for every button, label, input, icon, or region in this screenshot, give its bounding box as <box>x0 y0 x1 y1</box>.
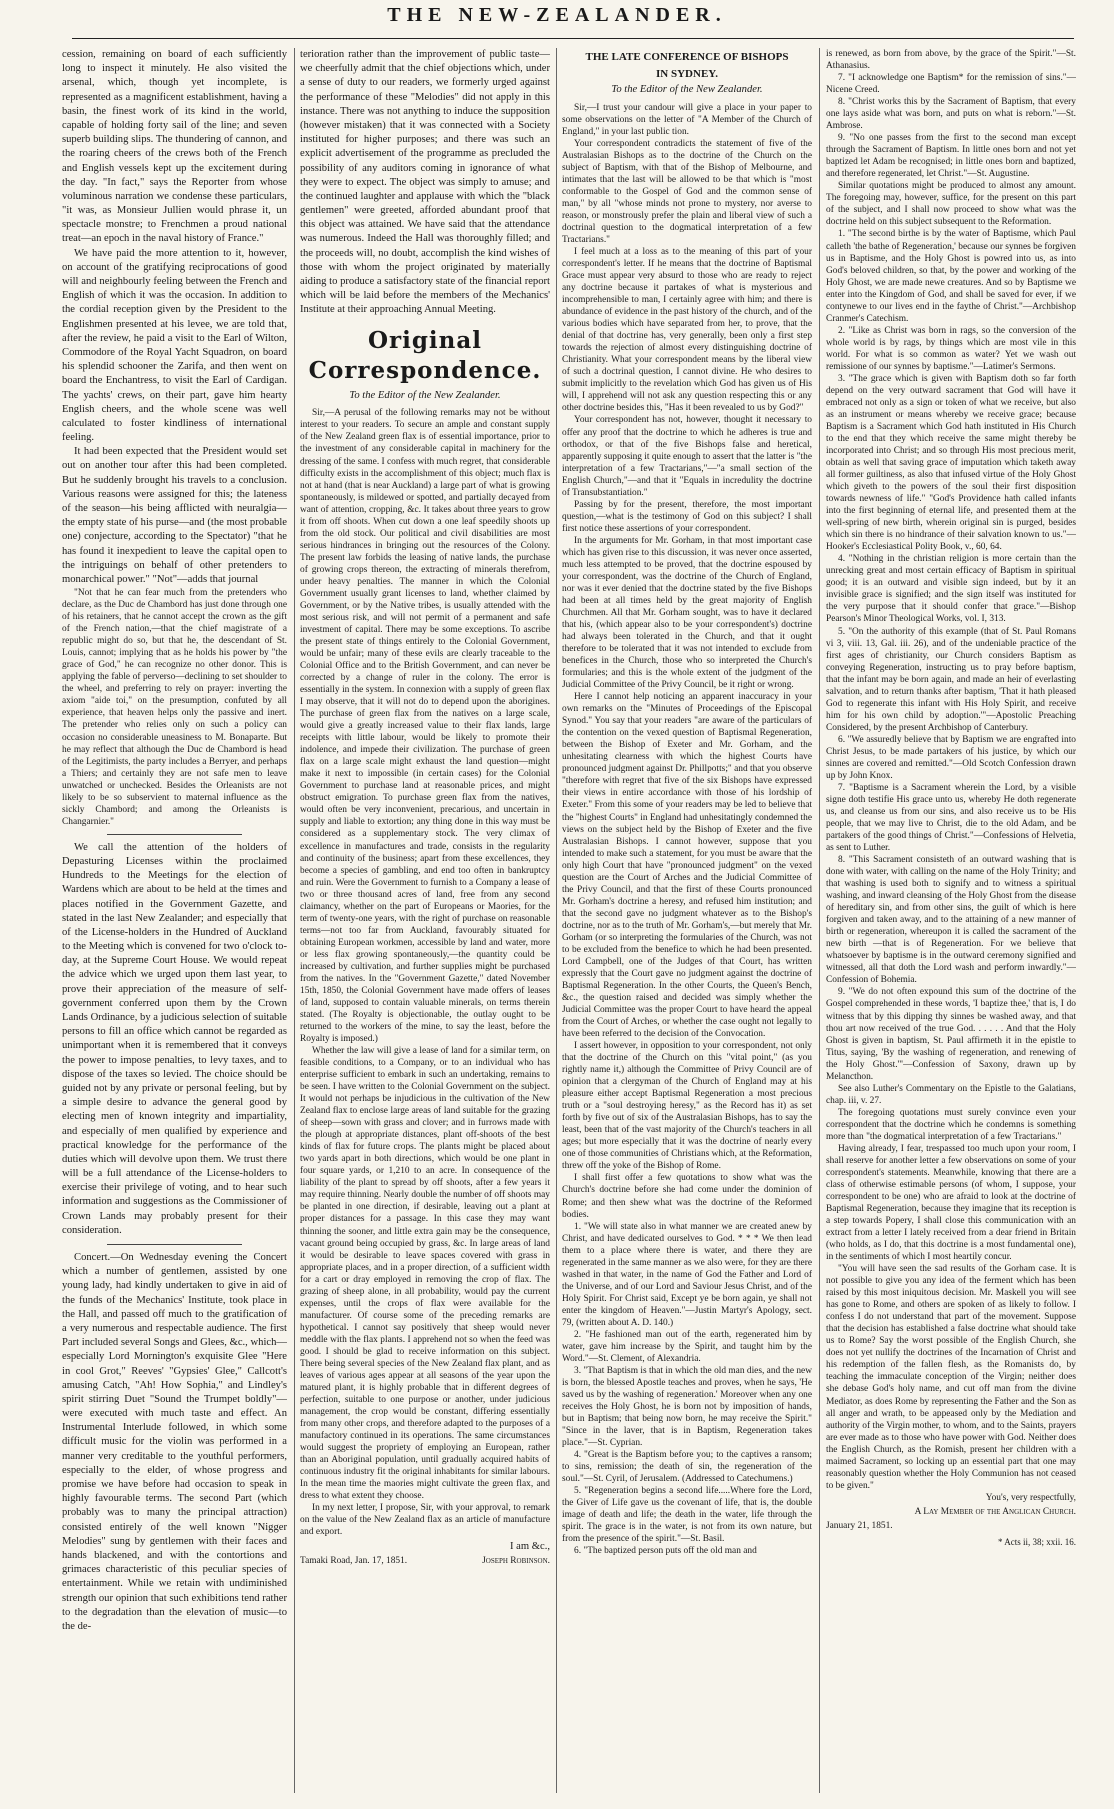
quotation: 1. "We will state also in what manner we are created anew by Christ, and have dedicated ourselves to God. * * * We then lead them to a place where there is water, and there they are regenerated in the same manner as we also were, for they are there washed in that water, in the name of God the Father and Lord of the Universe, and of our Lord and Saviour Jesus Christ, and of the Holy Spirit. For Christ said, Except ye be born again, ye shall not enter the kingdom of Heaven."—Justin Martyr's Apology, sect. 79, (written about A. D. 140.) <box>562 1221 812 1328</box>
letter-paragraph: Similar quotations might be produced to almost any amount. The foregoing may, however, suffice, for the present on this part of the subject, and I shall now proceed to show what was the doctrine held on this subject subsequent to the Reformation. <box>826 181 1076 228</box>
letter-paragraph: Here I cannot help noticing an apparent inaccuracy in your own remarks on the "Minutes of Proceedings of the Episcopal Synod." You say that your readers "are aware of the particulars of the contention on the vexed question of Baptismal Regeneration, between the Bishop of Exeter and Mr. Gorham, and the unhesitating clearness with which the highest Courts have pronounced judgment against Dr. Phillpotts;" and that you observe "therefore with regret that five of the six Bishops have expressed their views in entire accordance with those of his lordship of Exeter." From this some of your readers may be led to believe that the "highest Courts" in England had unhesitatingly condemned the views on the subject held by the Bishop of Exeter and the five Australasian Bishops. I cannot however, suppose that you intended to make such a statement, for you must be aware that the only high Court that have "pronounced judgment" on the vexed question are the Court of Arches and the Judicial Committee of the Privy Council, and that the first of these Courts pronounced Mr. Gorham's doctrine a heresy, and refused him institution; and that the second gave no judgment whatever as to the Bishop's doctrine, nor as to the truth of Mr. Gorham's,—but merely that Mr. Gorham (or so interpreting the formularies of the Church, was not to be excluded from the benefice to which he had been presented. Lord Campbell, one of the Judges of that Court, has written expressly that the Court gave no judgment against the doctrine of Baptismal Regeneration. In the other Courts, the Queen's Bench, &c., the question raised and decided was simply whether the Judicial Committee was the proper Court to have heard the appeal from the Court of Arches, or whether the case ought not legally to have been referred to the decision of the Convocation. <box>562 692 812 1040</box>
letter-signature: A Lay Member of the Anglican Church. <box>914 1506 1076 1517</box>
column-2 <box>300 48 550 1793</box>
salutation-heading: To the Editor of the New Zealander. <box>349 390 501 402</box>
letter-paragraph: I feel much at a loss as to the meaning of this part of your correspondent's letter. If he means that the doctrine of Baptismal Grace must appear very absurd to those who are ready to reject any doctrine because it partakes of what is mysterious and incomprehensible to man, I certainly agree with him; and there is abundance of evidence in the past history of the church, and of the various bodies which have separated from her, to prove, that the denial of that doctrine has, very generally, been only a first step towards the rejection of almost every distinguishing doctrine of Christianity. What your correspondent means by the liberal view of such a doctrinal question, I cannot divine. He who desires to submit implicitly to the revelation which God has given us of His will, I apprehend will not ask any question respecting this or any other doctrine besides this, "Has it been revealed to us by God?" <box>562 247 812 414</box>
letter-closing: I am &c., <box>509 1541 550 1553</box>
letter-paragraph: Sir,—A perusal of the following remarks may not be without interest to your readers. To secure an ample and constant supply of the New Zealand green flax is of essential importance, prior to the investment of any considerable capital in machinery for the dressing of the same. I confess with much regret, that considerable difficulty exists in the accomplishment of this object; much flax is not at hand (that is near Auckland) a large part of what is growing spontaneously, is mildewed or spotted, and partially decayed from want of attention, cropping, &c. It takes about three years to grow it from off shoots. When cut down a one leaf speedily shoots up from the old stock. Our political and civil disabilities are most serious hindrances in bringing out the resources of the Colony. The present law forbids the leasing of native lands, the purchase of growing crops thereon, the extracting of minerals therefrom, under heavy penalties. The manner in which the Colonial Government usually grant licenses to land, whether claimed by Government, or by the Native tribes, is usually attended with the most serious risk, and will not permit of a permanent and safe investment of capital. There may be some exceptions. To ascribe the present state of things entirely to the Colonial Government, would be unfair; many of these evils are clearly traceable to the Colonial Office and to the British Government, and can never be corrected by a change of ruler in the colony. The error is essentially in the system. In connexion with a supply of green flax I may observe, that it will not do to depend upon the aborigines. The purchase of green flax from the natives on a large scale, would give a greatly increased value to their flax lands, large receipts with little labour, would be likely to promote their indolence, and impede their civilization. The purchase of green flax on a large scale might exhaust the land question—might make it next to impossible (in certain cases) for the Colonial Government to purchase land at reasonable prices, and might obstruct emigration. To purchase green flax from the natives, would often be very inconvenient, precarious, and uncertain in supply and liable to extortion; any thing done in this way must be considered as a supplementary stock. The very climax of excellence in manufactures and trade, consists in the regularity and continuity of the business; apart from these excellences, they become a species of gambling, and end too often in bankruptcy and ruin. Were the Government to furnish to a Company a lease of two or three thousand acres of land, free from any second claimancy, whether on the part of Europeans or Maories, for the term of twenty-one years, with the right of purchase on reasonable terms—not too far from Auckland, favourably situated for obtaining European workmen, accessible by land and water, more or less flax growing spontaneously,—the quantity could be increased by cultivation, and further supplies might be purchased from the natives. In the "Government Gazette," dated November 15th, 1850, the Colonial Government have made offers of leases of land, supposed to contain valuable minerals, on terms therein stated. (The Royalty is objectionable, the outlay ought to be returned to the workers of the mine, to say the least, before the Royalty is imposed.) <box>300 408 550 1044</box>
paragraph: cession, remaining on board of each sufficiently long to inspect it minutely. He also visited the arsenal, which, though yet incomplete, is represented as a magnificent establishment, having a basin, the finest work of its kind in the world, capable of holding forty sail of the line; and seven superb building slips. The thundering of cannon, and the roaring cheers of the crews both of the French and English vessels kept up the excitement during the day. "In fact," says the Reporter from whose voluminous narration we condense these particulars, "it was, as Monsieur Jullien would phrase it, un spectacle monstre; to Frenchmen a proud national treat—an epoch in the naval history of France." <box>62 49 287 245</box>
quotation: 6. "The baptized person puts off the old man and <box>574 1546 757 1557</box>
masthead <box>0 4 1114 42</box>
quotation: 5. "Regeneration begins a second life.....Where fore the Lord, the Giver of Life gave us the covenant of life, that is, the double image of death and life; the death in the water, life through the spirit. The grace is in the water, is not from its own nature, but from the presence of the spirit."—St. Basil. <box>562 1486 812 1545</box>
quotation: 8. "This Sacrament consisteth of an outward washing that is done with water, with calling on the name of the Holy Trinity; and that washing is used both to signify and to witness a spiritual washing, and inward cleansing of the Holy Ghost from the disease of hereditary sin, and from other sins, the guilt of which is here forgiven and taken away, and to the attaining of a new manner of birth or regeneration, whereupon it is called the sacrament of the new birth —that is of Regeneration. For we believe that whatsoever by baptisme is in the outward ceremony signified and witnessed, all that doth the Lord wash and perform inwardly."—Confession of Bohemia. <box>826 855 1076 986</box>
quotation: 2. "Like as Christ was born in rags, so the conversion of the whole world is by rags, by things which are most vile in this world. For what is so common as water? Yet we wash out remissione of our synnes by baptisme."—Latimer's Sermons. <box>826 325 1076 372</box>
letter-paragraph: Your correspondent contradicts the statement of five of the Australasian Bishops as to the doctrine of the Church on the subject of Baptism, with that of the Bishop of Melbourne, and intimates that the last will be allowed to be that which is "most conformable to the Gospel of God and the common sense of man," by all "whose minds not prone to mystery, nor averse to reason, or monstrously prefer the plain and liberal view of such a doctrinal question to the dogmatical interpretation of a few Tractarians." <box>562 138 812 245</box>
letter-paragraph: Your correspondent has not, however, thought it necessary to offer any proof that the doctrine to which he adheres is true and orthodox, or that of the five Bishops false and heretical, apparently supposing it quite enough to assert that the latter is "the interpretation of a few Tractarians,"—"a small section of the English Church,"—and that it "Equals in incredulity the doctrine of Transubstantiation." <box>562 415 812 498</box>
column-divider <box>556 48 557 1793</box>
letter-paragraph: "You will have seen the sad results of the Gorham case. It is not possible to give you any idea of the ferment which has been raised by this most iniquitous decision. Mr. Maskell you will see has gone to Rome, and others are spoken of as likely to follow. I confess I do not understand that part of the movement. Suppose that the decision has established a false doctrine what should take us to Rome? Say the worst possible of the English Church, she does not yet nullify the doctrines of the Incarnation of Christ and his redemption of the fallen flesh, as the Romanists do, by teaching the immaculate conception of the Virgin; neither does she debase God's holy name, and cut off man from the divine Mediator, as does Rome by representing the Father and the Son as all anger and wrath, to be appeased only by the Mediation and authority of the Virgin mother, to whom, and to the Saints, prayers are ever made as to those who have power with God. Neither does the English Church, as the Romish, present her children with a maimed Sacrament, so locking up an essential part that one may reasonably question whether the Holy Communion has not ceased to be given." <box>826 1264 1076 1491</box>
letter-date: January 21, 1851. <box>826 1520 893 1531</box>
letter-paragraph: I assert however, in opposition to your correspondent, not only that the doctrine of the Church on this "vital point," (as you rightly name it,) although the Committee of Privy Council are of opinion that a clergyman of the Church of England may at his pleasure either accept Baptismal Regeneration a most precious truth or a "soul destroying heresy," as the Record has it) as set forth by five out of six of the Australasian Bishops, has to say the least, been that of the vast majority of the Church's teachers in all ages; but more especially that it was the doctrine of nearly every one of those communities of Christians which, at the Reformation, threw off the yoke of the Bishop of Rome. <box>562 1041 812 1172</box>
quoted-extract: "Not that he can fear much from the pretenders who declare, as the Duc de Chambord has just done through one of his retainers, that he cannot accept the crown as the gift of the French nation,—that the chief magistrate of a republic might do so, but that he, the descendant of St. Louis, cannot; implying that as he holds his power by "the grace of God," he can recognize no other donor. This is applying the fable of perverso—declining to set shoulder to the wheel, and preferring to rely on prayer: inverting the axiom "aide toi," on the presumption, confuted by all experience, that heaven helps only the passive and inert. The pretender who relies only on such a policy can occasion no considerable uneasiness to M. Bonaparte. But he may reflect that although the Duc de Chambord is head of the Legitimists, the party includes a Berryer, and perhaps a Thiers; and certainly they are not safe men to leave unwatched or unchecked. Besides the Orleanists are not likely to be so subservient to maternal influence as the sickly Chambord; and among the Orleanists is Changarnier." <box>62 588 287 827</box>
column-1 <box>62 48 287 1793</box>
masthead-rule <box>72 38 1074 39</box>
letter-paragraph: In the arguments for Mr. Gorham, in that most important case which has given rise to this discussion, it was never once asserted, much less attempted to be proved, that the doctrine espoused by your correspondent, was the doctrine of the Church of England, nor was it ever denied that the doctrine stated by the five Bishops had been at all times held by the great majority of English Churchmen. All that Mr. Gorham sought, was to have it declared that his, (which appear also to be your correspondent's) doctrine had always been tolerated in the Church, and that it ought therefore to be tolerated that it was not intended to exclude from benefices in the Church, those who so interpreted the Church's formularies; and this is the whole extent of the judgment of the Judicial Committee of the Privy Council, be it right or wrong. <box>562 535 812 691</box>
salutation-heading: To the Editor of the New Zealander. <box>611 84 763 96</box>
quotation: 7. "I acknowledge one Baptism* for the remission of sins."—Nicene Creed. <box>826 73 1076 96</box>
paragraph: We have paid the more attention to it, however, on account of the gratifying reciprocations of good will and neighbourly feeling between the French and English of which it was the occasion. In addition to the cordial reception given by the President to the Englishmen presented at his levee, we are told that, after the review, he paid a visit to the Earl of Wilton, Commodore of the Royal Yacht Squadron, on board his splendid schooner the Zarifa, and then went on board the Enchantress, to visit the Earl of Cardigan. The yachts' crews, on their part, gave him hearty English cheers, and the whole scene was well calculated to foster kindliness of international feeling. <box>62 247 287 444</box>
quotation: 8. "Christ works this by the Sacrament of Baptism, that every one lays aside what was born, and puts on what is reborn."—St. Ambrose. <box>826 97 1076 132</box>
letter-closing: You's, very respectfully, <box>985 1492 1076 1503</box>
letter-paragraph: The foregoing quotations must surely convince even your correspondent that the doctrine which he condemns is something more than "the dogmatical interpretation of a few Tractarians." <box>826 1107 1076 1142</box>
letter-paragraph: In my next letter, I propose, Sir, with your approval, to remark on the value of the New Zealand flax as an article of manufacture and export. <box>300 1503 550 1538</box>
quotation: 2. "He fashioned man out of the earth, regenerated him by water, gave him increase by the Spirit, and taught him by the Word."—St. Clement, of Alexandria. <box>562 1329 812 1364</box>
column-4 <box>826 48 1076 1793</box>
signature-place: Tamaki Road, Jan. 17, 1851. <box>300 1555 408 1566</box>
quotation: 9. "We do not often expound this sum of the doctrine of the Gospel comprehended in these words, 'I baptize thee,' that is, I do witness that by this dipping thy sinnes be washed away, and that thou art now received of the true God. . . . . . And that the Holy Ghost is given in baptism, St. Paul affirmeth it in the epistle to Titus, saying, 'By the washing of regeneration, and renewing of the Holy Ghost.'"—Confession of Saxony, drawn up by Melancthon. <box>826 987 1076 1082</box>
letter-signature <box>300 1555 550 1567</box>
masthead-title: THE NEW-ZEALANDER. <box>387 4 727 26</box>
quotation: 6. "We assuredly believe that by Baptism we are engrafted into Christ Jesus, to be made partakers of his justice, by which our sinnes are covered and remitted."—Old Scotch Confession drawn up by John Knox. <box>826 734 1076 781</box>
paragraph: It had been expected that the President would set out on another tour after this had been completed. But he suddenly brought his travels to a conclusion. Various reasons were assigned for this; the lateness of the season—his being afflicted with neuralgia—the empty state of his purse—and (the most probable one) conjecture, according to the Spectator) "that he has found it inexpedient to leave the capital open to the intriguings on behalf of other pretenders to monarchical power." "Not"—adds that journal <box>62 446 287 585</box>
letter-paragraph: Sir,—I trust your candour will give a place in your paper to some observations on the letter of "A Member of the Church of England," in your last public tion. <box>562 102 812 137</box>
column-3 <box>562 48 812 1793</box>
quotation: 7. "Baptisme is a Sacrament wherein the Lord, by a visible signe doth testifie His grace unto us, whereby He doth regenerate us, and cleanse us from our sins, and also receive us to be His people, that we may live to Christ, die to the old Adam, and be partakers of the good things of Christ."—Confessions of Helvetia, as sent to Luther. <box>826 782 1076 854</box>
quotation: 3. "That Baptism is that in which the old man dies, and the new is born, the blessed Apostle teaches and proves, when he says, 'He saved us by the washing of regeneration.' Moreover when any one receives the Holy Ghost, he is born not by imposition of hands, but in Baptism; that being now born, he may receive the Spirit." "Since in the laver, that is in Baptism, Regeneration takes place."—St. Cyprian. <box>562 1365 812 1449</box>
article-title: THE LATE CONFERENCE OF BISHOPS <box>585 51 789 63</box>
divider <box>107 1244 242 1245</box>
quotation: is renewed, as born from above, by the grace of the Spirit."—St. Athanasius. <box>826 49 1076 72</box>
letter-paragraph: Passing by for the present, therefore, the most important question,—what is the testimony of God on this subject? I shall first notice these assertions of your correspondent. <box>562 499 812 534</box>
letter-paragraph: I shall first offer a few quotations to show what was the Church's doctrine before she had come under the dominion of Rome; and then shew what was the doctrine of the Reformed bodies. <box>562 1173 812 1220</box>
quotation: 9. "No one passes from the first to the second man except through the Sacrament of Baptism. In little ones born and not yet baptized let Adam be recognised; in little ones born and baptized, and therefore regenerated, let Christ."—St. Augustine. <box>826 133 1076 180</box>
quotation: 3. "The grace which is given with Baptism doth so far forth depend on the very outward sacrament that God will have it embraced not only as a sign or token of what we receive, but also as an instrument or means whereby we receive grace; because Baptism is a Sacrament which God hath instituted in His Church to the end that they which receive the same might thereby be incorporated into Christ; and so through His most precious merit, obtain as well that saving grace of imputation which taketh away all former guiltiness, as also that infused virtue of the Holy Ghost which giveth to the powers of the soul their first disposition towards newness of life." "God's Providence hath called infants into the first beginning of eternal life, and presented them at the well-spring of new birth, wherein original sin is purged, besides which sin there is no hindrance of their salvation known to us."—Hooker's Ecclesiastical Polity Book, v., 60, 64. <box>826 373 1076 553</box>
quotation: 4. "Nothing in the christian religion is more certain than the unrecking great and most certain efficacy of Baptism in spiritual good; it is an outward and visible sign indeed, but by it an invisible grace is signified; and the sign itself was instituted for the very purpose that it should confer that grace."—Bishop Pearson's Minor Theological Works, vol. I, 313. <box>826 554 1076 625</box>
footnote: * Acts ii, 38; xxii. 16. <box>997 1536 1076 1547</box>
letter-paragraph: Whether the law will give a lease of land for a similar term, on feasible conditions, to a Company, or to an individual who has enterprise sufficient to embark in such an undertaking, remains to be seen. I have written to the Colonial Government on the subject. It would not perhaps be injudicious in the cultivation of the New Zealand flax to enclose large areas of land suitable for the grazing of sheep—sown with grass and clover; and in furrows made with the plough at appropriate distances, plant off-shoots of the best kinds of flax for future crops. The plants might be placed about two yards apart in both directions, which would be one plant in four square yards, or 1,210 to an acre. In consequence of the liability of the plant to spread by off shoots, after a few years it may require thinning. Nearly double the number of off shoots may be planted in one direction, if desirable, leaving out a plant at proper distances for a passage. In this case they may want thinning the sooner, and little extra gain may be the consequence, vacant ground being occupied by grass, &c. In large areas of land it would be desirable to leave spaces covered with grass in appropriate places, and in a proper direction, of a sufficient width for a cart or dray employed in removing the crop of flax. The grazing of sheep alone, in all probability, would pay the current expenses, until the crops of flax were available for the manufacturer. Of course some of the preceding remarks are hypothetical. I cannot say positively that sheep would never meddle with the flax plants. I apprehend not so when the feed was good. I should be glad to receive information on this subject. There being several species of the New Zealand flax plant, and as leaves of various ages appear at all seasons of the year upon the matured plant, it is highly probable that in different degrees of perfection, suitable to one purpose or another, under judicious management, the crop would be constant, differing essentially from many other crops, and therefore adapted to the purposes of a manufactory continued in its operations. The same circumstances would suggest the propriety of employing an European, rather than an Aboriginal population, until gradually acquired habits of continuous industry fit the original inhabitants for similar labours. In the mean time the maories might cultivate the green flax, and dress to what extent they choose. <box>300 1046 550 1502</box>
column-divider <box>294 48 295 1793</box>
letter-paragraph: See also Luther's Commentary on the Epistle to the Galatians, chap. iii, v. 27. <box>826 1083 1076 1106</box>
article-title-line2: IN SYDNEY. <box>656 67 718 80</box>
quotation: 5. "On the authority of this example (that of St. Paul Romans vi 3, viii. 13, Gal. iii. 26), and of the undeniable practice of the first ages of christianity, our Church considers Baptism as conveying Regeneration, instructing us to pray before baptism, that the infant may be born again, and made an heir of everlasting salvation, and to return thanks after baptism, 'That it hath pleased God to regenerate this infant with His Holy Spirit, and receive him for his own child by adoption.'"—Apostolic Preaching Considered, by the present Archbishop of Canterbury. <box>826 626 1076 733</box>
divider <box>107 834 242 835</box>
column-divider <box>819 48 820 1793</box>
paragraph-concert: Concert.—On Wednesday evening the Concert which a number of gentlemen, assisted by one young lady, had kindly undertaken to give in aid of the funds of the Mechanics' Institute, took place in the Hall, and passed off much to the gratification of a very numerous and respectable audience. The first Part included several Songs and Glees, &c., which—especially Lord Mornington's exquisite Glee "Here in cool Grot," Reeves' "Gypsies' Glee," Callcott's amusing Catch, "Ah! How Sophia," and Lindley's spirit stirring Duet "Sound the Trumpet boldly"—were executed with much taste and effect. An Instrumental Interlude followed, in which some difficult music for the violin was performed in a manner very creditable to the youthful performers, especially to the elder, of whose progress and promise we have before had occasion to speak in highly favourable terms. The second Part (which probably was to many the principal attraction) consisted entirely of the well known "Nigger Melodies" sung by gentlemen with their faces and hands blackened, and with the contortions and grimaces characteristic of this peculiar species of entertainment. While we retain with undiminished strength our opinion that such exhibitions tend rather to the degradation than the elevation of music—to the de- <box>62 1252 287 1632</box>
signature-name: Joseph Robinson. <box>482 1555 550 1566</box>
paragraph-licenses: We call the attention of the holders of Depasturing Licenses within the proclaimed Hundreds to the Meetings for the election of Wardens which are about to be held at the times and places notified in the Government Gazette, and stated in the last New Zealander; and especially that of the License-holders in the Hundred of Auckland to the Meeting which is convened for two o'clock to-day, at the Supreme Court House. We would repeat the advice which we urged upon them last year, to prove their appreciation of the measure of self-government conferred upon them by the Crown Lands Ordinance, by a judicious selection of suitable persons to fill an office which cannot be regarded as unimportant when it is remembered that it conveys the power to impose penalties, to levy taxes, and to dispose of the taxes so levied. The choice should be guided not by any private or personal feeling, but by a simple desire to advance the general good by electing men of known integrity and impartiality, and especially of men qualified by experience and practical knowledge for the performance of the duties which will devolve upon them. We trust there will be a full attendance of the License-holders to exercise their privilege of voting, and to hear such information and suggestions as the Commissioner of Crown Lands may probably present for their consideration. <box>62 841 287 1236</box>
quotation: 4. "Great is the Baptism before you; to the captives a ransom; to sins, remission; the death of sin, the regeneration of the soul."—St. Cyril, of Jerusalem. (Addressed to Catechumens.) <box>562 1450 812 1485</box>
paragraph: terioration rather than the improvement of public taste—we cheerfully admit that the chief objections which, under a sense of duty to our readers, we formerly urged against the performance of these "Melodies" did not apply in this instance. There was not anything to induce the supposition (however mistaken) that it was connected with a Society instituted for higher purposes; and there was such an explicit advertisement of the programme as precluded the possibility of any auditors coming in ignorance of what they were to expect. The object was simply to amuse; and the continued laughter and applause with which the "black gentlemen" were greeted, afforded abundant proof that this object was attained. We have said that the attendance was numerous. Indeed the Hall was thoroughly filled; and the proceeds will, no doubt, accomplish the kind wishes of those with whom the project originated by materially aiding to produce a satisfactory state of the financial report which will be laid before the members of the Mechanics' Institute at their approaching Annual Meeting. <box>300 49 550 316</box>
letter-paragraph: Having already, I fear, trespassed too much upon your room, I shall reserve for another letter a few observations on some of your correspondent's statements. Meanwhile, knowing that there are a class of otherwise estimable persons (of whom, I suppose, your correspondent to be one) who are afraid to look at the doctrine of Baptismal Regeneration, because they imagine that its reception is a step towards Popery, I shall close this communication with an extract from a letter I lately received from a dear friend in Britain (who holds, as I do, that this doctrine is a most fundamental one), in the sentiments of which I most heartily concur. <box>826 1143 1076 1263</box>
section-heading: Original Correspondence. <box>308 326 542 385</box>
quotation: 1. "The second birthe is by the water of Baptisme, which Paul calleth 'the bathe of Regeneration,' because our synnes be forgiven us in Baptisme, and the Holy Ghost is powred into us, as into God's beloved children, so that, by the power and working of the Holy Ghost, we are made newe creatures. And so by Baptisme we enter into the Kingdom of God, and shall be saved for ever, if we contynewe to our lives end in the faythe of Christ."—Archbishop Cranmer's Catechism. <box>826 229 1076 324</box>
